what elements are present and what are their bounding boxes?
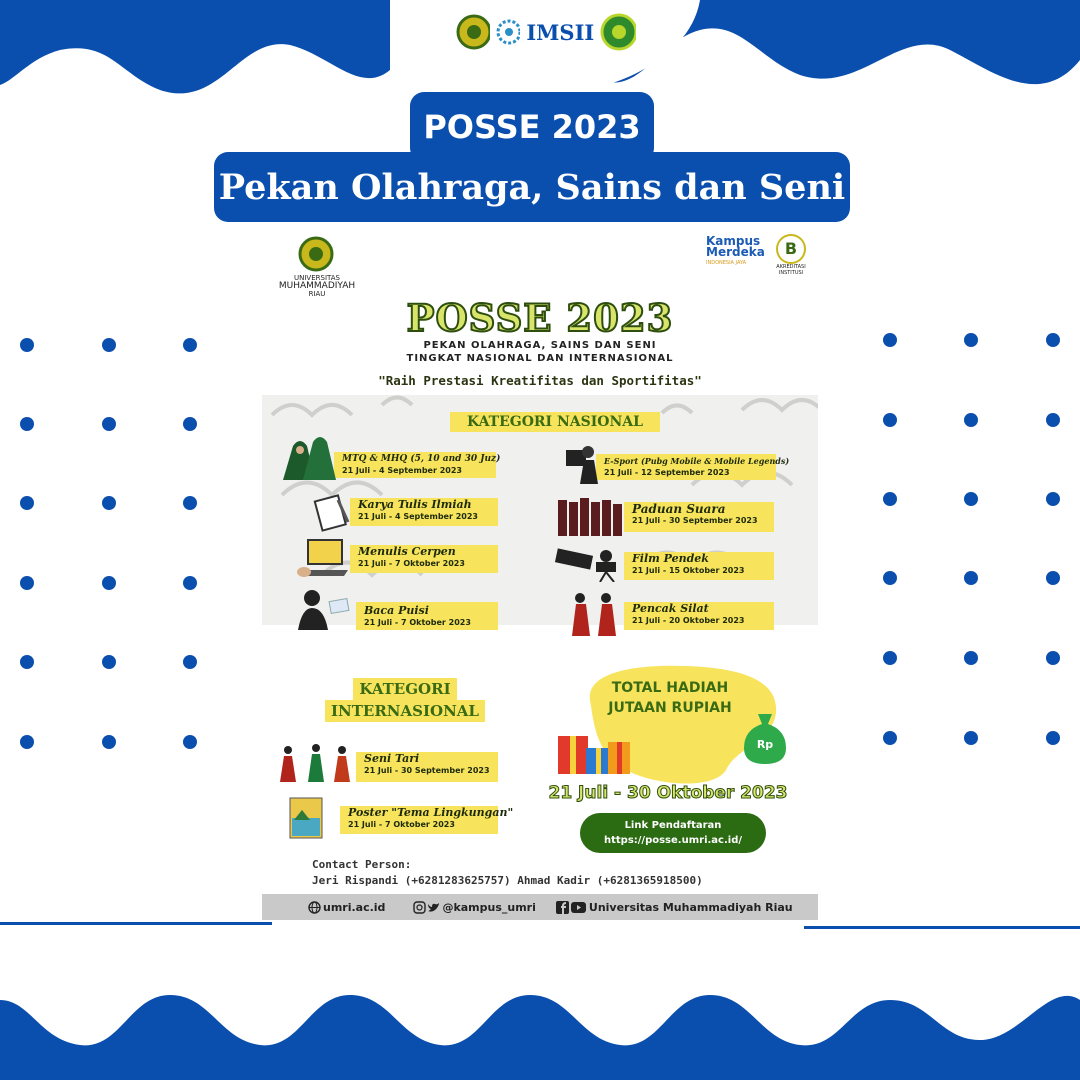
- kampus-merdeka-line2: Merdeka: [706, 245, 765, 259]
- category-date: 21 Juli - 7 Oktober 2023: [348, 820, 455, 829]
- university-name-line1: UNIVERSITAS: [294, 274, 340, 282]
- prize-line1: TOTAL HADIAH: [611, 680, 729, 696]
- decorative-dot: [102, 735, 116, 749]
- decorative-dot: [1046, 651, 1060, 665]
- decorative-dot: [20, 655, 34, 669]
- registration-url[interactable]: https://posse.umri.ac.id/: [603, 835, 743, 846]
- decorative-dot: [102, 496, 116, 510]
- poster-footer: [262, 894, 818, 920]
- dancers-icon: [274, 742, 356, 784]
- umri-logo-icon: [298, 236, 334, 272]
- decorative-dot: [1046, 413, 1060, 427]
- kampus-merdeka-line1: Kampus: [706, 234, 761, 248]
- decorative-dot: [183, 338, 197, 352]
- kampus-merdeka-line3: INDONESIA JAYA: [706, 260, 747, 266]
- footer-channel[interactable]: Universitas Muhammadiyah Riau: [588, 900, 793, 914]
- decorative-dot: [183, 417, 197, 431]
- imsii-logo-text: IMSII: [526, 19, 595, 45]
- category-name: Pencak Silat: [632, 602, 709, 615]
- intl-heading: [310, 678, 500, 722]
- decorative-dot: [883, 651, 897, 665]
- twitter-icon: [427, 901, 440, 914]
- umri-emblem-icon: [456, 14, 490, 50]
- decorative-dot: [964, 333, 978, 347]
- category-name: Seni Tari: [364, 752, 420, 765]
- decorative-dot: [883, 571, 897, 585]
- poster-subtitle1: PEKAN OLAHRAGA, SAINS DAN SENI: [423, 340, 657, 351]
- accreditation-badge: [772, 234, 810, 276]
- accreditation-grade: B: [776, 234, 806, 264]
- decorative-dot: [964, 571, 978, 585]
- decorative-dot: [883, 492, 897, 506]
- category-menulis-cerpen: [350, 545, 498, 573]
- prize-line2: JUTAAN RUPIAH: [608, 700, 732, 716]
- category-date: 21 Juli - 20 Oktober 2023: [632, 616, 745, 625]
- youtube-icon: [571, 901, 586, 914]
- category-paduan-suara: [624, 502, 774, 532]
- decorative-dot: [102, 417, 116, 431]
- accreditation-label-line2: INSTITUSI: [778, 270, 804, 276]
- imm-emblem-icon: [600, 13, 636, 51]
- top-logo-bar: [456, 12, 636, 52]
- title-line2: Pekan Olahraga, Sains dan Seni: [214, 152, 850, 222]
- accreditation-label-line1: AKREDITASI: [776, 264, 806, 270]
- decorative-dot: [1046, 333, 1060, 347]
- kampus-merdeka-logo: [706, 236, 770, 269]
- decorative-dot: [883, 413, 897, 427]
- decorative-dot: [102, 576, 116, 590]
- decorative-dot: [20, 417, 34, 431]
- category-name: Poster "Tema Lingkungan": [348, 806, 514, 819]
- category-date: 21 Juli - 12 September 2023: [604, 468, 730, 477]
- esport-player-icon: [564, 442, 600, 486]
- footer-social[interactable]: @kampus_umri: [442, 900, 536, 914]
- praying-women-icon: [278, 434, 338, 482]
- decorative-dot: [1046, 492, 1060, 506]
- category-date: 21 Juli - 15 Oktober 2023: [632, 566, 745, 575]
- category-name: Karya Tulis Ilmiah: [358, 498, 472, 511]
- category-mtq: [334, 452, 501, 478]
- laptop-writing-icon: [294, 536, 350, 582]
- university-name: [272, 274, 362, 298]
- category-name: MTQ & MHQ (5, 10 and 30 Juz): [342, 454, 501, 464]
- decorative-dot: [883, 333, 897, 347]
- category-karya-tulis: [350, 498, 498, 526]
- film-camera-icon: [554, 544, 624, 582]
- category-name: E-Sport (Pubg Mobile & Mobile Legends): [604, 456, 790, 466]
- poetry-reader-icon: [290, 586, 352, 632]
- decorative-dot: [964, 413, 978, 427]
- poster-subtitle2: TINGKAT NASIONAL DAN INTERNASIONAL: [406, 353, 674, 364]
- imsii-flower-icon: [496, 19, 520, 45]
- intl-heading-line1: KATEGORI: [353, 678, 456, 700]
- decorative-dot: [183, 496, 197, 510]
- decorative-dot: [964, 731, 978, 745]
- category-name: Film Pendek: [632, 552, 709, 565]
- category-name: Paduan Suara: [632, 502, 726, 516]
- prize-text: [580, 678, 760, 718]
- choir-icon: [556, 490, 626, 540]
- poster-main-title: POSSE 2023: [406, 296, 674, 340]
- decorative-dot: [20, 576, 34, 590]
- decorative-dot: [20, 496, 34, 510]
- contact-label: Contact Person:: [312, 858, 412, 871]
- category-date: 21 Juli - 30 September 2023: [632, 516, 758, 525]
- decorative-dot: [20, 735, 34, 749]
- decorative-dot: [1046, 731, 1060, 745]
- registration-label: Link Pendaftaran: [624, 820, 722, 831]
- category-esport: [596, 454, 790, 480]
- title-line1: POSSE 2023: [410, 92, 654, 162]
- decorative-dot: [102, 655, 116, 669]
- currency-label: Rp: [756, 738, 774, 751]
- facebook-icon: [556, 901, 569, 914]
- university-name-line3: RIAU: [308, 290, 326, 298]
- category-baca-puisi: [356, 602, 498, 630]
- category-poster: [340, 806, 514, 834]
- category-film-pendek: [624, 552, 774, 580]
- notebook-icon: [312, 492, 352, 532]
- poster: [262, 230, 818, 920]
- national-heading: KATEGORI NASIONAL: [450, 412, 660, 432]
- decorative-dot: [102, 338, 116, 352]
- decorative-dot: [964, 651, 978, 665]
- pencak-silat-icon: [566, 590, 622, 640]
- decorative-dot: [20, 338, 34, 352]
- poster-art-icon: [288, 796, 324, 840]
- instagram-icon: [413, 901, 426, 914]
- category-pencak-silat: [624, 602, 774, 630]
- category-name: Menulis Cerpen: [358, 545, 456, 558]
- gift-boxes-icon: [556, 728, 636, 778]
- contact-persons: Jeri Rispandi (+6281283625757) Ahmad Kadir (+6281365918500): [312, 874, 703, 887]
- category-date: 21 Juli - 7 Oktober 2023: [364, 618, 471, 627]
- event-period: 21 Juli - 30 Oktober 2023: [548, 783, 788, 803]
- registration-button[interactable]: [580, 813, 766, 853]
- decorative-dot: [1046, 571, 1060, 585]
- category-date: 21 Juli - 30 September 2023: [364, 766, 490, 775]
- category-seni-tari: [356, 752, 498, 782]
- decorative-dot: [183, 576, 197, 590]
- intl-heading-line2: INTERNASIONAL: [325, 700, 485, 722]
- decorative-dot: [183, 735, 197, 749]
- decorative-dot: [883, 731, 897, 745]
- university-name-line2: MUHAMMADIYAH: [278, 281, 356, 291]
- category-date: 21 Juli - 4 September 2023: [358, 512, 478, 521]
- decorative-dot: [964, 492, 978, 506]
- footer-website[interactable]: umri.ac.id: [323, 900, 386, 914]
- decorative-dot: [183, 655, 197, 669]
- globe-icon: [308, 901, 321, 914]
- category-date: 21 Juli - 7 Oktober 2023: [358, 559, 465, 568]
- contact-block: [312, 857, 703, 889]
- money-bag-icon: [740, 708, 790, 766]
- poster-tagline: "Raih Prestasi Kreatifitas dan Sportifitas": [378, 373, 702, 388]
- category-date: 21 Juli - 4 September 2023: [342, 466, 462, 475]
- category-name: Baca Puisi: [364, 604, 429, 617]
